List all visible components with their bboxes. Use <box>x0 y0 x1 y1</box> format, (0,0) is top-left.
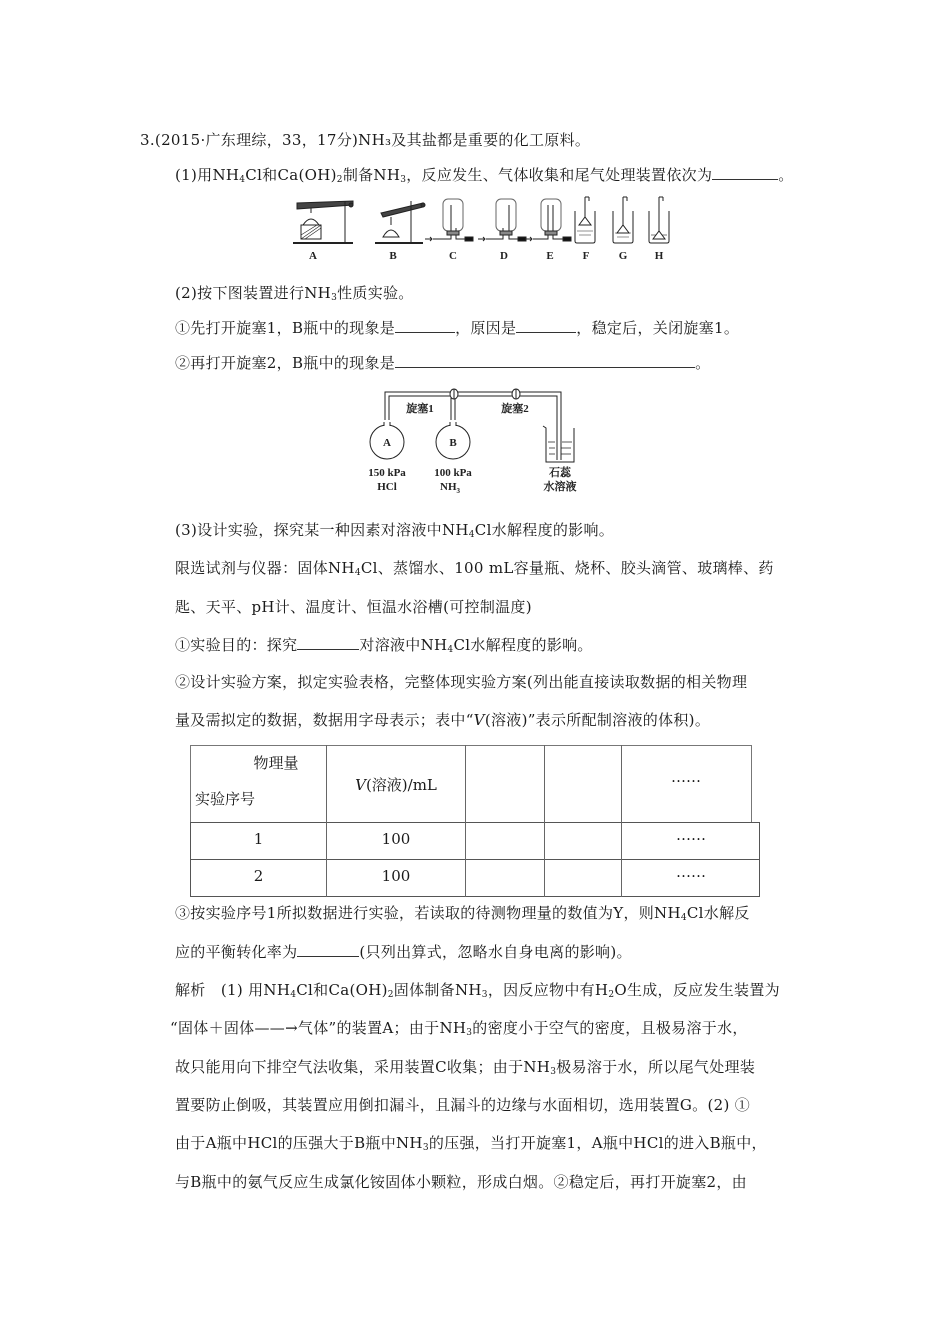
text: ③按实验序号1所拟数据进行实验，若读取的待测物理量的数值为Y，则NH <box>175 904 681 922</box>
part3-q3-line1 <box>175 903 750 923</box>
text: 制备NH <box>342 166 401 184</box>
header-ellipsis: …… <box>671 768 701 786</box>
valve1-label: 旋塞1 <box>406 403 434 415</box>
part3-q3-line2 <box>175 942 632 962</box>
text-italic: V <box>473 711 485 729</box>
text: 置要防止倒吸，其装置应用倒扣漏斗，且漏斗的边缘与水面相切，选用装置G。(2) ① <box>175 1096 751 1114</box>
flask-diagram <box>365 380 595 495</box>
text: 限选试剂与仪器：固体NH <box>175 559 355 577</box>
text: (2)按下图装置进行NH <box>175 284 332 302</box>
text: (溶液)/mL <box>365 776 437 794</box>
answer-blank[interactable] <box>395 353 695 368</box>
column-divider <box>465 745 466 897</box>
label-c: C <box>449 250 457 262</box>
label-f: F <box>582 250 590 262</box>
label-b: B <box>389 250 397 262</box>
question-number: 3. <box>140 131 155 149</box>
subscript: 4 <box>680 913 687 923</box>
label-a: A <box>309 250 317 262</box>
row2-volume: 100 <box>381 867 411 885</box>
subscript: 3 <box>422 1143 429 1153</box>
beaker-label-1: 石蕊 <box>549 467 571 479</box>
part3-reagents-line1 <box>175 558 774 578</box>
subscript: 4 <box>354 568 361 578</box>
part3-q1 <box>175 635 593 655</box>
part3-q2-line1 <box>175 672 747 692</box>
part1-question <box>175 165 794 185</box>
apparatus-diagram <box>293 195 678 263</box>
text: 与B瓶中的氨气反应生成氯化铵固体小颗粒，形成白烟。②稳定后，再打开旋塞2，由 <box>175 1173 747 1191</box>
text: Cl和Ca(OH) <box>245 166 337 184</box>
text: Cl水解反 <box>686 904 750 922</box>
text: (3)设计实验，探究某一种因素对溶液中NH <box>175 521 469 539</box>
row2-ellipsis: …… <box>676 863 706 881</box>
flask-a-gas: HCl <box>377 481 397 493</box>
text: Cl水解程度的影响。 <box>474 521 615 539</box>
subscript: 4 <box>290 990 297 1000</box>
text: 性质实验。 <box>337 284 414 302</box>
subscript: 3 <box>481 990 488 1000</box>
text: 解析 (1) 用NH <box>175 981 291 999</box>
text: Cl水解程度的影响。 <box>453 636 593 654</box>
row1-index: 1 <box>253 830 264 848</box>
header-experiment-number: 实验序号 <box>195 790 256 808</box>
analysis-line-6 <box>175 1172 747 1192</box>
flask-b-label: B <box>449 437 457 449</box>
subscript: 4 <box>447 645 454 655</box>
analysis-line-4 <box>175 1095 750 1115</box>
subscript: 4 <box>468 530 475 540</box>
subscript: 2 <box>336 175 343 185</box>
analysis-line-1 <box>175 980 780 1000</box>
subscript: 2 <box>387 990 394 1000</box>
flask-a-pressure: 150 kPa <box>368 467 406 479</box>
text: 对溶液中NH <box>359 636 448 654</box>
row1-ellipsis: …… <box>676 826 706 844</box>
label-e: E <box>546 250 554 262</box>
text: (只列出算式，忽略水自身电离的影响)。 <box>359 943 632 961</box>
text: O生成，反应发生装置为 <box>614 981 780 999</box>
answer-blank[interactable] <box>297 635 359 650</box>
text: 。 <box>695 354 711 372</box>
flask-b-gas: $NH_3$ <box>440 481 460 495</box>
part2-q1 <box>175 318 739 338</box>
text: 极易溶于水，所以尾气处理装 <box>556 1058 756 1076</box>
answer-blank[interactable] <box>712 165 778 180</box>
question-intro: NH₃及其盐都是重要的化工原料。 <box>358 131 591 149</box>
label-g: G <box>618 250 628 262</box>
text: ，因反应物中有H <box>487 981 609 999</box>
text: 应的平衡转化率为 <box>175 943 298 961</box>
text: Cl、蒸馏水、100 mL容量瓶、烧杯、胶头滴管、玻璃棒、药 <box>360 559 774 577</box>
header-volume <box>327 774 465 795</box>
analysis-line-5 <box>175 1133 767 1153</box>
text: 固体制备NH <box>393 981 482 999</box>
subscript: 3 <box>550 1067 557 1077</box>
header-physical-quantity: 物理量 <box>253 754 299 772</box>
analysis-line-2 <box>170 1018 748 1038</box>
valve2-label: 旋塞2 <box>501 403 529 415</box>
answer-blank[interactable] <box>297 942 359 957</box>
text: (溶液)”表示所配制溶液的体积)。 <box>484 711 711 729</box>
text: 的压强，当打开旋塞1，A瓶中HCl的进入B瓶中， <box>428 1134 767 1152</box>
subscript: 3 <box>400 175 407 185</box>
text: 故只能用向下排空气法收集，采用装置C收集；由于NH <box>175 1058 551 1076</box>
text: 匙、天平、pH计、温度计、恒温水浴槽(可控制温度) <box>175 598 532 616</box>
text: ②设计实验方案，拟定实验表格，完整体现实验方案(列出能直接读取数据的相关物理 <box>175 673 748 691</box>
flask-b-pressure: 100 kPa <box>434 467 472 479</box>
analysis-line-3 <box>175 1057 755 1077</box>
text: “固体＋固体——→气体”的装置A；由于NH <box>170 1019 467 1037</box>
subscript: 3 <box>331 293 338 303</box>
question-source: (2015·广东理综，33，17分) <box>154 131 359 149</box>
label-d: D <box>500 250 508 262</box>
subscript: 4 <box>239 175 246 185</box>
text: ②再打开旋塞2，B瓶中的现象是 <box>175 354 396 372</box>
question-header <box>140 130 590 150</box>
text: 量及需拟定的数据，数据用字母表示；表中“ <box>175 711 474 729</box>
part2-q2 <box>175 353 710 373</box>
part3-q2-line2 <box>175 710 710 730</box>
part3-intro <box>175 520 614 540</box>
row2-index: 2 <box>253 867 264 885</box>
text: 。 <box>778 166 794 184</box>
text: Cl和Ca(OH) <box>296 981 388 999</box>
subscript: 2 <box>608 990 615 1000</box>
answer-blank[interactable] <box>395 318 455 333</box>
column-divider <box>544 745 545 897</box>
text: ，反应发生、气体收集和尾气处理装置依次为 <box>406 166 713 184</box>
part2-intro <box>175 283 414 303</box>
text: 的密度小于空气的密度，且极易溶于水， <box>472 1019 748 1037</box>
row1-volume: 100 <box>381 830 411 848</box>
text: (1)用NH <box>175 166 240 184</box>
answer-blank[interactable] <box>516 318 576 333</box>
text: ①实验目的：探究 <box>175 636 298 654</box>
beaker-label-2: 水溶液 <box>543 481 577 493</box>
apparatus-figure-2 <box>365 380 595 495</box>
apparatus-figure-1 <box>293 195 678 263</box>
text: 由于A瓶中HCl的压强大于B瓶中NH <box>175 1134 423 1152</box>
flask-a-label: A <box>383 437 391 449</box>
text: ①先打开旋塞1，B瓶中的现象是 <box>175 319 396 337</box>
text: ，原因是 <box>455 319 517 337</box>
text-italic: V <box>355 776 366 794</box>
part3-reagents-line2 <box>175 597 532 617</box>
label-h: H <box>654 250 664 262</box>
text: ，稳定后，关闭旋塞1。 <box>576 319 740 337</box>
subscript: 3 <box>466 1028 473 1038</box>
